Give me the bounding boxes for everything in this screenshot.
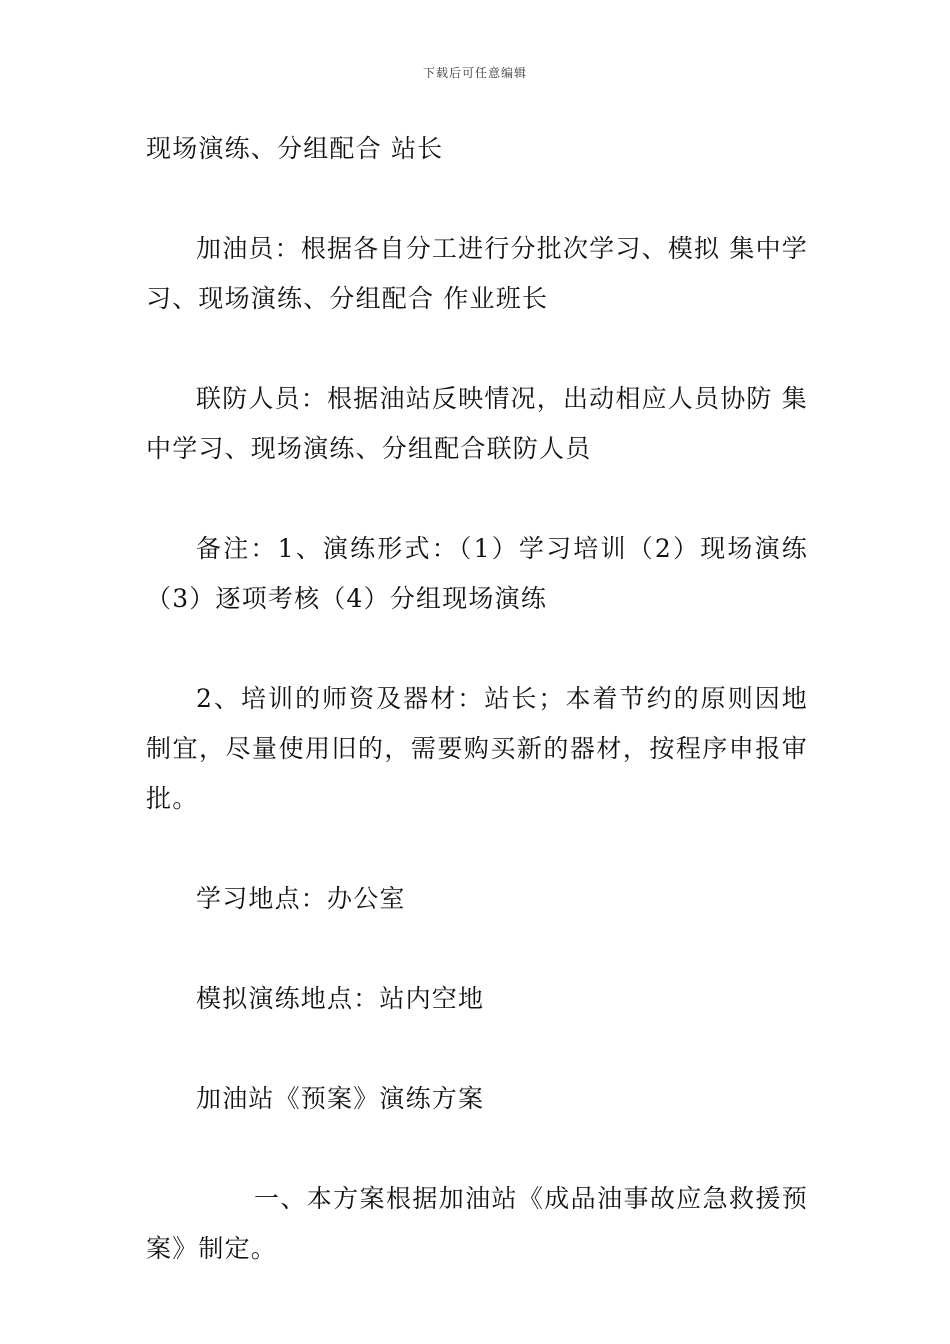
- paragraph-spacer: [146, 324, 808, 374]
- paragraph-5: 2、培训的师资及器材：站长；本着节约的原则因地制宜，尽量使用旧的，需要购买新的器材，按程序申报审批。: [146, 684, 808, 813]
- paragraph-7: 模拟演练地点：站内空地: [196, 984, 485, 1013]
- paragraph-3: 联防人员：根据油站反映情况，出动相应人员协防 集中学习、现场演练、分组配合联防人员: [146, 384, 808, 463]
- document-body: [146, 124, 808, 1274]
- paragraph-4: 备注：1、演练形式：（1）学习培训（2）现场演练（3）逐项考核（4）分组现场演练: [146, 534, 808, 613]
- paragraph-spacer: [146, 924, 808, 974]
- paragraph-6: 学习地点：办公室: [196, 884, 406, 913]
- paragraph-8: 加油站《预案》演练方案: [196, 1084, 485, 1113]
- paragraph-1: 现场演练、分组配合 站长: [146, 134, 444, 163]
- paragraph-spacer: [146, 824, 808, 874]
- paragraph-spacer: [146, 474, 808, 524]
- paragraph-spacer: [146, 1124, 808, 1174]
- paragraph-spacer: [146, 624, 808, 674]
- page-header: 下载后可任意编辑: [422, 66, 527, 80]
- paragraph-2: 加油员：根据各自分工进行分批次学习、模拟 集中学习、现场演练、分组配合 作业班长: [146, 234, 808, 313]
- paragraph-spacer: [146, 1024, 808, 1074]
- paragraph-9: 一、本方案根据加油站《成品油事故应急救援预案》制定。: [146, 1184, 808, 1263]
- paragraph-spacer: [146, 174, 808, 224]
